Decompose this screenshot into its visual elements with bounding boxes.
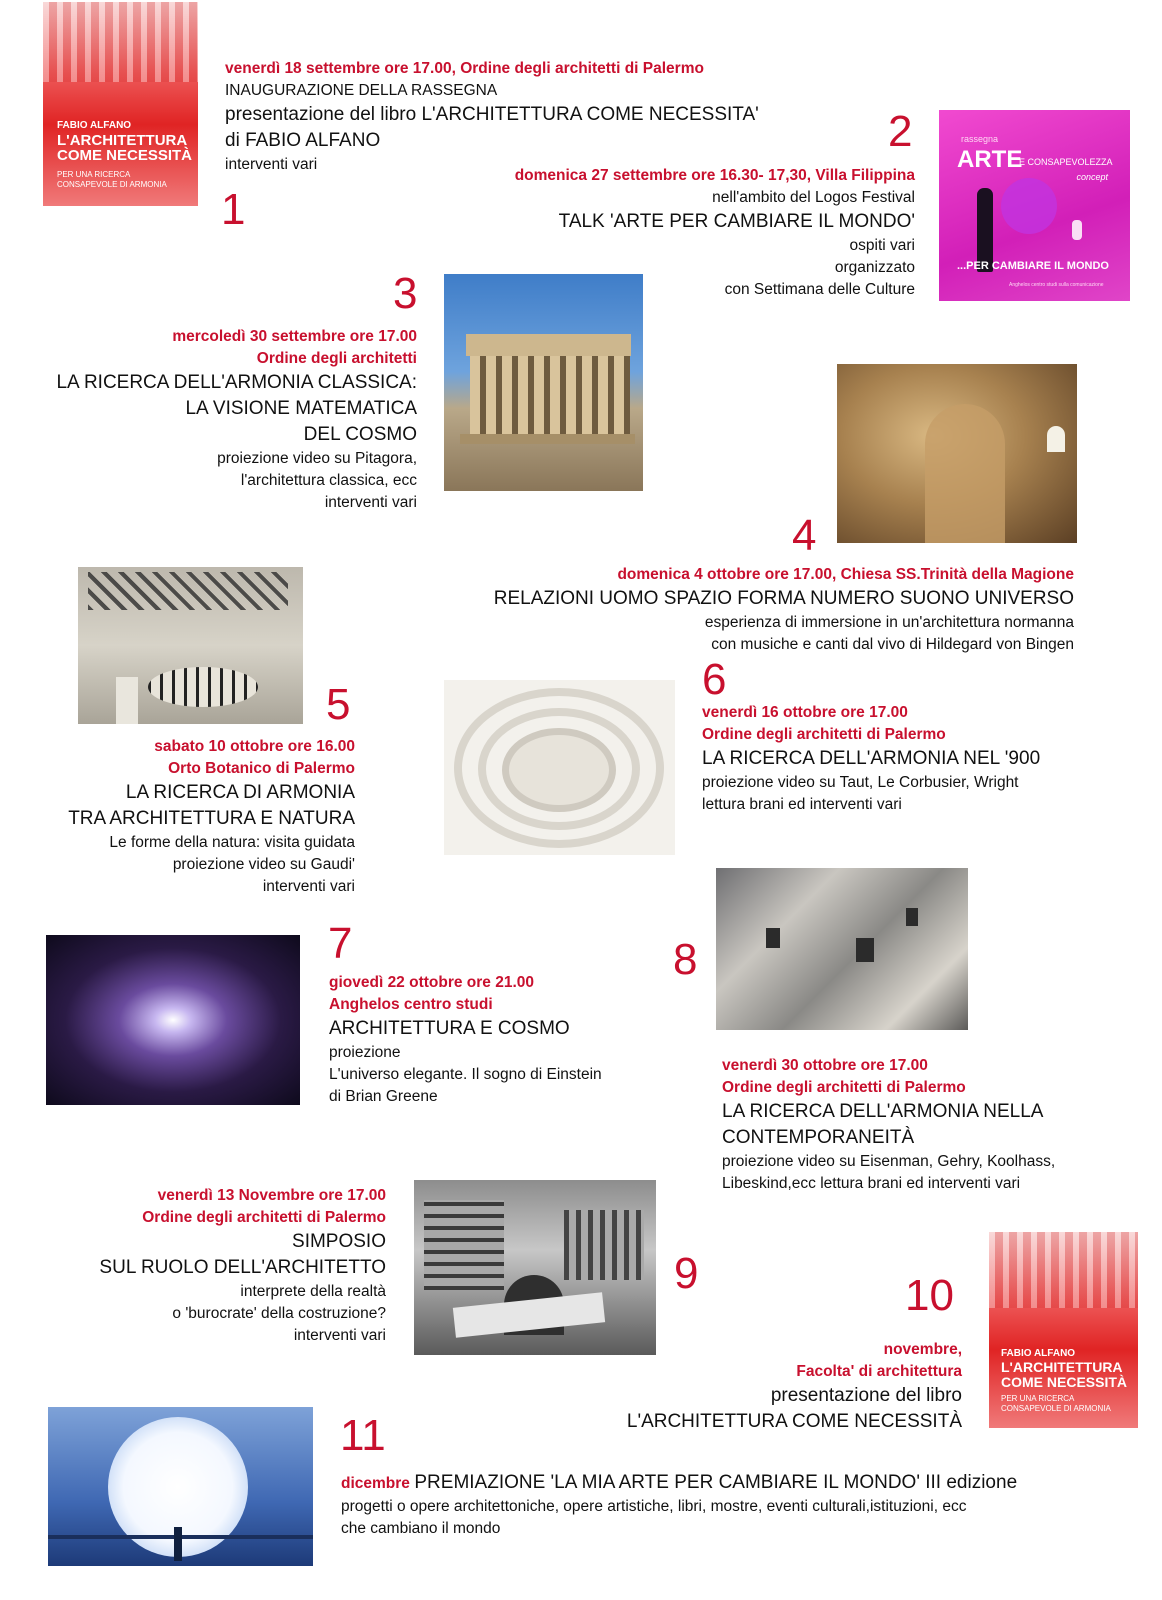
cover2-title-2: COME NECESSITÀ xyxy=(1001,1374,1128,1390)
arte-small: rassegna xyxy=(961,134,999,144)
event-8-date: venerdì 30 ottobre ore 17.00 xyxy=(722,1057,928,1074)
arte-cover-image xyxy=(939,110,1130,301)
event-2-block xyxy=(515,165,915,301)
event-9-title-2: SUL RUOLO DELL'ARCHITETTO xyxy=(99,1257,386,1278)
greek-temple-image xyxy=(444,274,643,491)
event-4-desc-2: con musiche e canti dal vivo di Hildegard von Bingen xyxy=(711,636,1074,653)
event-8-title-2: CONTEMPORANEITÀ xyxy=(722,1127,915,1148)
event-3-desc-1: proiezione video su Pitagora, xyxy=(217,450,417,467)
event-8-number: 8 xyxy=(673,935,698,984)
event-11-date: dicembre xyxy=(341,1475,410,1492)
church-interior-image xyxy=(837,364,1077,543)
book-cover-image xyxy=(43,2,198,206)
event-6-desc-2: lettura brani ed interventi vari xyxy=(702,796,902,813)
cover2-author: FABIO ALFANO xyxy=(1001,1348,1076,1359)
cover2-sub-1: PER UNA RICERCA xyxy=(1001,1394,1075,1403)
galaxy-image xyxy=(46,935,300,1105)
event-2-line-3: ospiti vari xyxy=(849,237,915,254)
event-11-desc-1: progetti o opere architettoniche, opere artistiche, libri, mostre, eventi culturali,istituzioni, ecc xyxy=(341,1498,967,1515)
event-8-title-1: LA RICERCA DELL'ARMONIA NELLA xyxy=(722,1101,1044,1122)
event-1-date: venerdì 18 settembre ore 17.00, Ordine degli architetti di Palermo xyxy=(225,60,704,77)
event-5-block xyxy=(68,736,355,898)
event-2-line-5: con Settimana delle Culture xyxy=(724,281,915,298)
gaudi-balcony-image xyxy=(78,567,303,724)
event-7-desc-2: L'universo elegante. Il sogno di Einstein xyxy=(329,1066,602,1083)
event-5-desc-2: proiezione video su Gaudi' xyxy=(172,856,355,873)
arte-bottom: ...PER CAMBIARE IL MONDO xyxy=(957,260,1109,272)
event-7-desc-1: proiezione xyxy=(329,1044,401,1061)
event-7-block xyxy=(329,972,602,1108)
event-3-title-1: LA RICERCA DELL'ARMONIA CLASSICA: xyxy=(56,372,417,393)
event-2-line-4: organizzato xyxy=(834,259,915,276)
event-10-date: novembre, xyxy=(883,1341,962,1358)
event-3-number: 3 xyxy=(393,269,418,318)
event-8-block xyxy=(722,1055,1055,1195)
event-6-place: Ordine degli architetti di Palermo xyxy=(702,726,946,743)
event-1-line-4: interventi vari xyxy=(225,156,318,173)
event-3-desc-3: interventi vari xyxy=(324,494,417,511)
event-1-line-3: di FABIO ALFANO xyxy=(225,130,381,151)
event-5-desc-3: interventi vari xyxy=(262,878,355,895)
cover2-title-1: L'ARCHITETTURA xyxy=(1001,1359,1123,1375)
event-10-block xyxy=(627,1339,962,1435)
event-2-number: 2 xyxy=(888,107,913,156)
arte-title: ARTE xyxy=(957,146,1023,173)
event-1-number: 1 xyxy=(221,185,246,234)
event-2-line-1: nell'ambito del Logos Festival xyxy=(712,189,915,206)
event-7-desc-3: di Brian Greene xyxy=(329,1088,438,1105)
gehry-building-image xyxy=(716,868,968,1030)
architect-photo-image xyxy=(414,1180,656,1355)
event-4-title: RELAZIONI UOMO SPAZIO FORMA NUMERO SUONO UNIVERSO xyxy=(493,588,1074,609)
event-6-block xyxy=(702,702,1040,816)
event-9-desc-3: interventi vari xyxy=(293,1327,386,1344)
event-11-block xyxy=(341,1470,1017,1540)
event-8-desc-2: Libeskind,ecc lettura brani ed interventi vari xyxy=(722,1175,1021,1192)
event-6-title: LA RICERCA DELL'ARMONIA NEL '900 xyxy=(702,748,1041,769)
event-5-place: Orto Botanico di Palermo xyxy=(168,760,355,777)
event-9-desc-1: interprete della realtà xyxy=(240,1283,386,1300)
event-9-place: Ordine degli architetti di Palermo xyxy=(142,1209,386,1226)
event-7-number: 7 xyxy=(328,919,353,968)
event-3-block xyxy=(56,326,417,514)
event-8-desc-1: proiezione video su Eisenman, Gehry, Koolhass, xyxy=(722,1153,1056,1170)
event-3-date: mercoledì 30 settembre ore 17.00 xyxy=(172,328,417,345)
event-9-date: venerdì 13 Novembre ore 17.00 xyxy=(157,1187,386,1204)
event-11-desc-2: che cambiano il mondo xyxy=(341,1520,501,1537)
event-9-block xyxy=(99,1185,386,1347)
event-5-desc-1: Le forme della natura: visita guidata xyxy=(109,834,355,851)
cover-author: FABIO ALFANO xyxy=(57,120,132,131)
event-6-number: 6 xyxy=(702,655,727,704)
event-5-number: 5 xyxy=(326,680,351,729)
event-1-block xyxy=(225,58,759,176)
arte-consapevolezza: E CONSAPEVOLEZZA xyxy=(1019,157,1113,167)
event-1-line-1: INAUGURAZIONE DELLA RASSEGNA xyxy=(225,82,498,99)
cover-title-1: L'ARCHITETTURA xyxy=(57,132,188,149)
event-10-title-1: presentazione del libro xyxy=(770,1385,962,1406)
event-8-place: Ordine degli architetti di Palermo xyxy=(722,1079,966,1096)
event-3-place: Ordine degli architetti xyxy=(256,350,417,367)
event-1-line-2: presentazione del libro L'ARCHITETTURA COME NECESSITA' xyxy=(225,104,759,125)
arte-tiny: Anghelos centro studi sulla comunicazione xyxy=(1009,282,1104,288)
event-11-number: 11 xyxy=(340,1411,386,1460)
cover-sub-1: PER UNA RICERCA xyxy=(57,170,131,179)
cover-title-2: COME NECESSITÀ xyxy=(57,147,193,164)
event-9-title-1: SIMPOSIO xyxy=(292,1231,386,1252)
event-9-desc-2: o 'burocrate' della costruzione? xyxy=(172,1305,386,1322)
event-4-desc-1: esperienza di immersione in un'architettura normanna xyxy=(704,614,1074,631)
event-10-title-2: L'ARCHITETTURA COME NECESSITÀ xyxy=(626,1411,962,1432)
event-5-title-1: LA RICERCA DI ARMONIA xyxy=(125,782,355,803)
event-3-title-3: DEL COSMO xyxy=(303,424,417,445)
event-5-title-2: TRA ARCHITETTURA E NATURA xyxy=(68,808,355,829)
event-4-number: 4 xyxy=(792,511,817,560)
light-sphere-image xyxy=(48,1407,313,1566)
event-10-number: 10 xyxy=(905,1271,954,1320)
event-7-title: ARCHITETTURA E COSMO xyxy=(329,1018,570,1039)
cover-sub-2: CONSAPEVOLE DI ARMONIA xyxy=(57,180,167,189)
cover2-sub-2: CONSAPEVOLE DI ARMONIA xyxy=(1001,1404,1111,1413)
event-3-title-2: LA VISIONE MATEMATICA xyxy=(185,398,417,419)
arte-concept: concept xyxy=(1076,172,1108,182)
event-4-block xyxy=(494,564,1074,656)
event-7-place: Anghelos centro studi xyxy=(329,996,493,1013)
event-6-date: venerdì 16 ottobre ore 17.00 xyxy=(702,704,908,721)
guggenheim-image xyxy=(444,680,675,855)
event-2-line-2: TALK 'ARTE PER CAMBIARE IL MONDO' xyxy=(558,211,915,232)
book-cover-image-2 xyxy=(989,1232,1138,1428)
event-9-number: 9 xyxy=(674,1249,699,1298)
event-5-date: sabato 10 ottobre ore 16.00 xyxy=(154,738,355,755)
event-4-date: domenica 4 ottobre ore 17.00, Chiesa SS.Trinità della Magione xyxy=(617,566,1074,583)
event-3-desc-2: l'architettura classica, ecc xyxy=(240,472,417,489)
event-6-desc-1: proiezione video su Taut, Le Corbusier, Wright xyxy=(702,774,1019,791)
event-7-date: giovedì 22 ottobre ore 21.00 xyxy=(329,974,535,991)
event-11-title: PREMIAZIONE 'LA MIA ARTE PER CAMBIARE IL MONDO' III edizione xyxy=(414,1472,1018,1493)
event-2-date: domenica 27 settembre ore 16.30- 17,30, Villa Filippina xyxy=(514,167,915,184)
event-10-place: Facolta' di architettura xyxy=(796,1363,962,1380)
